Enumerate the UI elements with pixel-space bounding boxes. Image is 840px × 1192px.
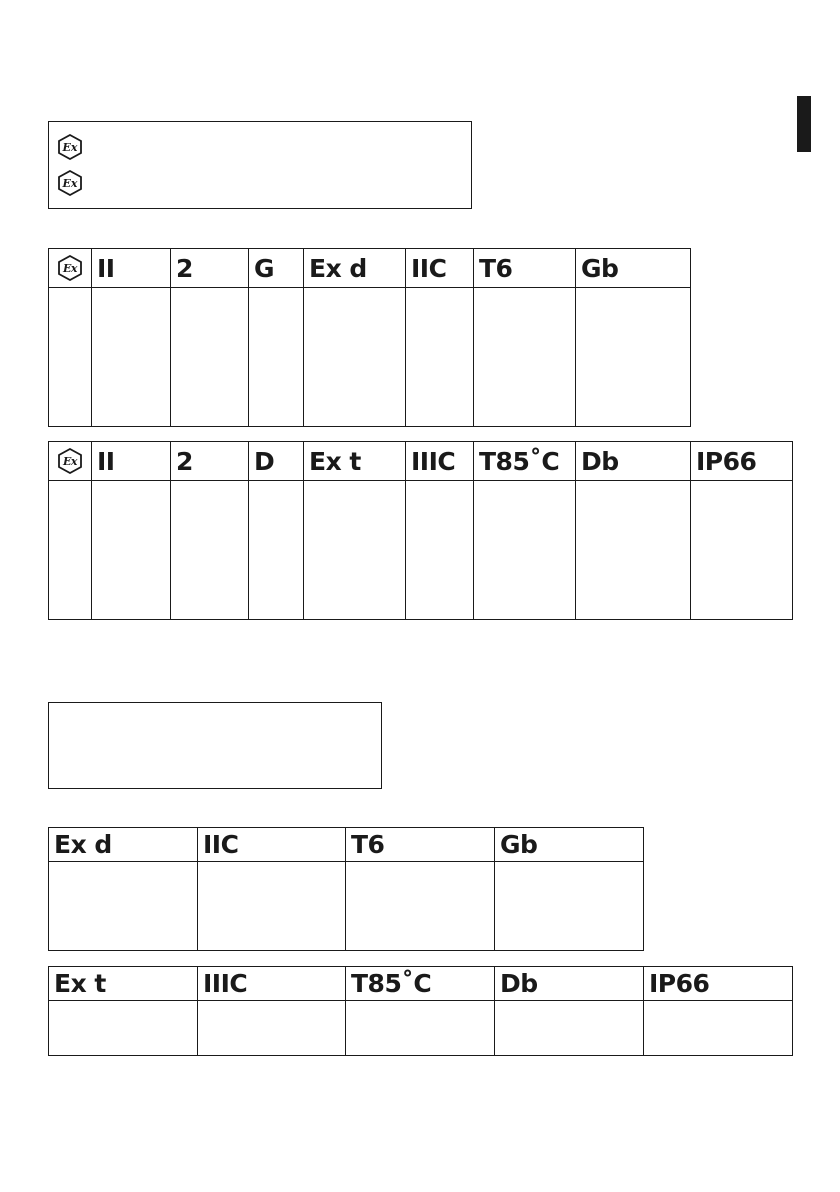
table-cell [171, 481, 249, 620]
atmosphere-type: G [249, 249, 304, 288]
table-cell [49, 1001, 198, 1056]
gas-group: IIC [198, 828, 346, 862]
table-cell [576, 481, 691, 620]
table-cell [495, 1001, 644, 1056]
table-cell [49, 288, 92, 427]
dust-group: IIIC [198, 967, 346, 1001]
gas-group: IIC [406, 249, 474, 288]
table-cell [474, 481, 576, 620]
gas-marking-table [48, 248, 691, 427]
table-body-row [49, 288, 691, 427]
table-cell [576, 288, 691, 427]
table-cell [495, 862, 644, 951]
svg-text:Ex: Ex [63, 262, 77, 275]
protection-type: Ex d [304, 249, 406, 288]
table-cell [406, 481, 474, 620]
table-cell [691, 481, 793, 620]
dust-protection-table [48, 966, 793, 1056]
protection-type: Ex t [304, 442, 406, 481]
table-header-row [49, 828, 644, 862]
equipment-protection-level: Db [576, 442, 691, 481]
table-body-row [49, 481, 793, 620]
ex-icon [57, 134, 83, 160]
equipment-group: II [92, 249, 171, 288]
svg-text:Ex: Ex [62, 177, 78, 190]
svg-text:Ex: Ex [62, 141, 78, 154]
equipment-protection-level: Db [495, 967, 644, 1001]
ex-icon [49, 442, 92, 481]
protection-type: Ex t [49, 967, 198, 1001]
table-cell [474, 288, 576, 427]
gas-protection-table [48, 827, 644, 951]
empty-text-box [48, 702, 382, 789]
table-cell [346, 1001, 495, 1056]
equipment-category: 2 [171, 249, 249, 288]
table-cell [249, 288, 304, 427]
table-header-row [49, 442, 793, 481]
table-body-row [49, 862, 644, 951]
dust-marking-table [48, 441, 793, 620]
table-cell [406, 288, 474, 427]
equipment-category: 2 [171, 442, 249, 481]
protection-type: Ex d [49, 828, 198, 862]
equipment-protection-level: Gb [495, 828, 644, 862]
table-cell [198, 862, 346, 951]
table-cell [49, 481, 92, 620]
table-header-row [49, 967, 793, 1001]
table-cell [346, 862, 495, 951]
table-cell [92, 288, 171, 427]
table-cell [304, 288, 406, 427]
dust-group: IIIC [406, 442, 474, 481]
svg-text:Ex: Ex [63, 455, 77, 468]
ex-icon [57, 170, 83, 196]
table-header-row [49, 249, 691, 288]
table-cell [644, 1001, 793, 1056]
table-cell [49, 862, 198, 951]
equipment-protection-level: Gb [576, 249, 691, 288]
temperature-class: T6 [346, 828, 495, 862]
table-cell [198, 1001, 346, 1056]
ex-symbol-box [48, 121, 472, 209]
ex-icon [49, 249, 92, 288]
ingress-protection: IP66 [644, 967, 793, 1001]
table-cell [304, 481, 406, 620]
table-cell [92, 481, 171, 620]
table-cell [171, 288, 249, 427]
temperature-class: T6 [474, 249, 576, 288]
equipment-group: II [92, 442, 171, 481]
table-body-row [49, 1001, 793, 1056]
page-tab-marker [797, 96, 811, 152]
max-surface-temperature: T85˚C [346, 967, 495, 1001]
table-cell [249, 481, 304, 620]
max-surface-temperature: T85˚C [474, 442, 576, 481]
ingress-protection: IP66 [691, 442, 793, 481]
atmosphere-type: D [249, 442, 304, 481]
